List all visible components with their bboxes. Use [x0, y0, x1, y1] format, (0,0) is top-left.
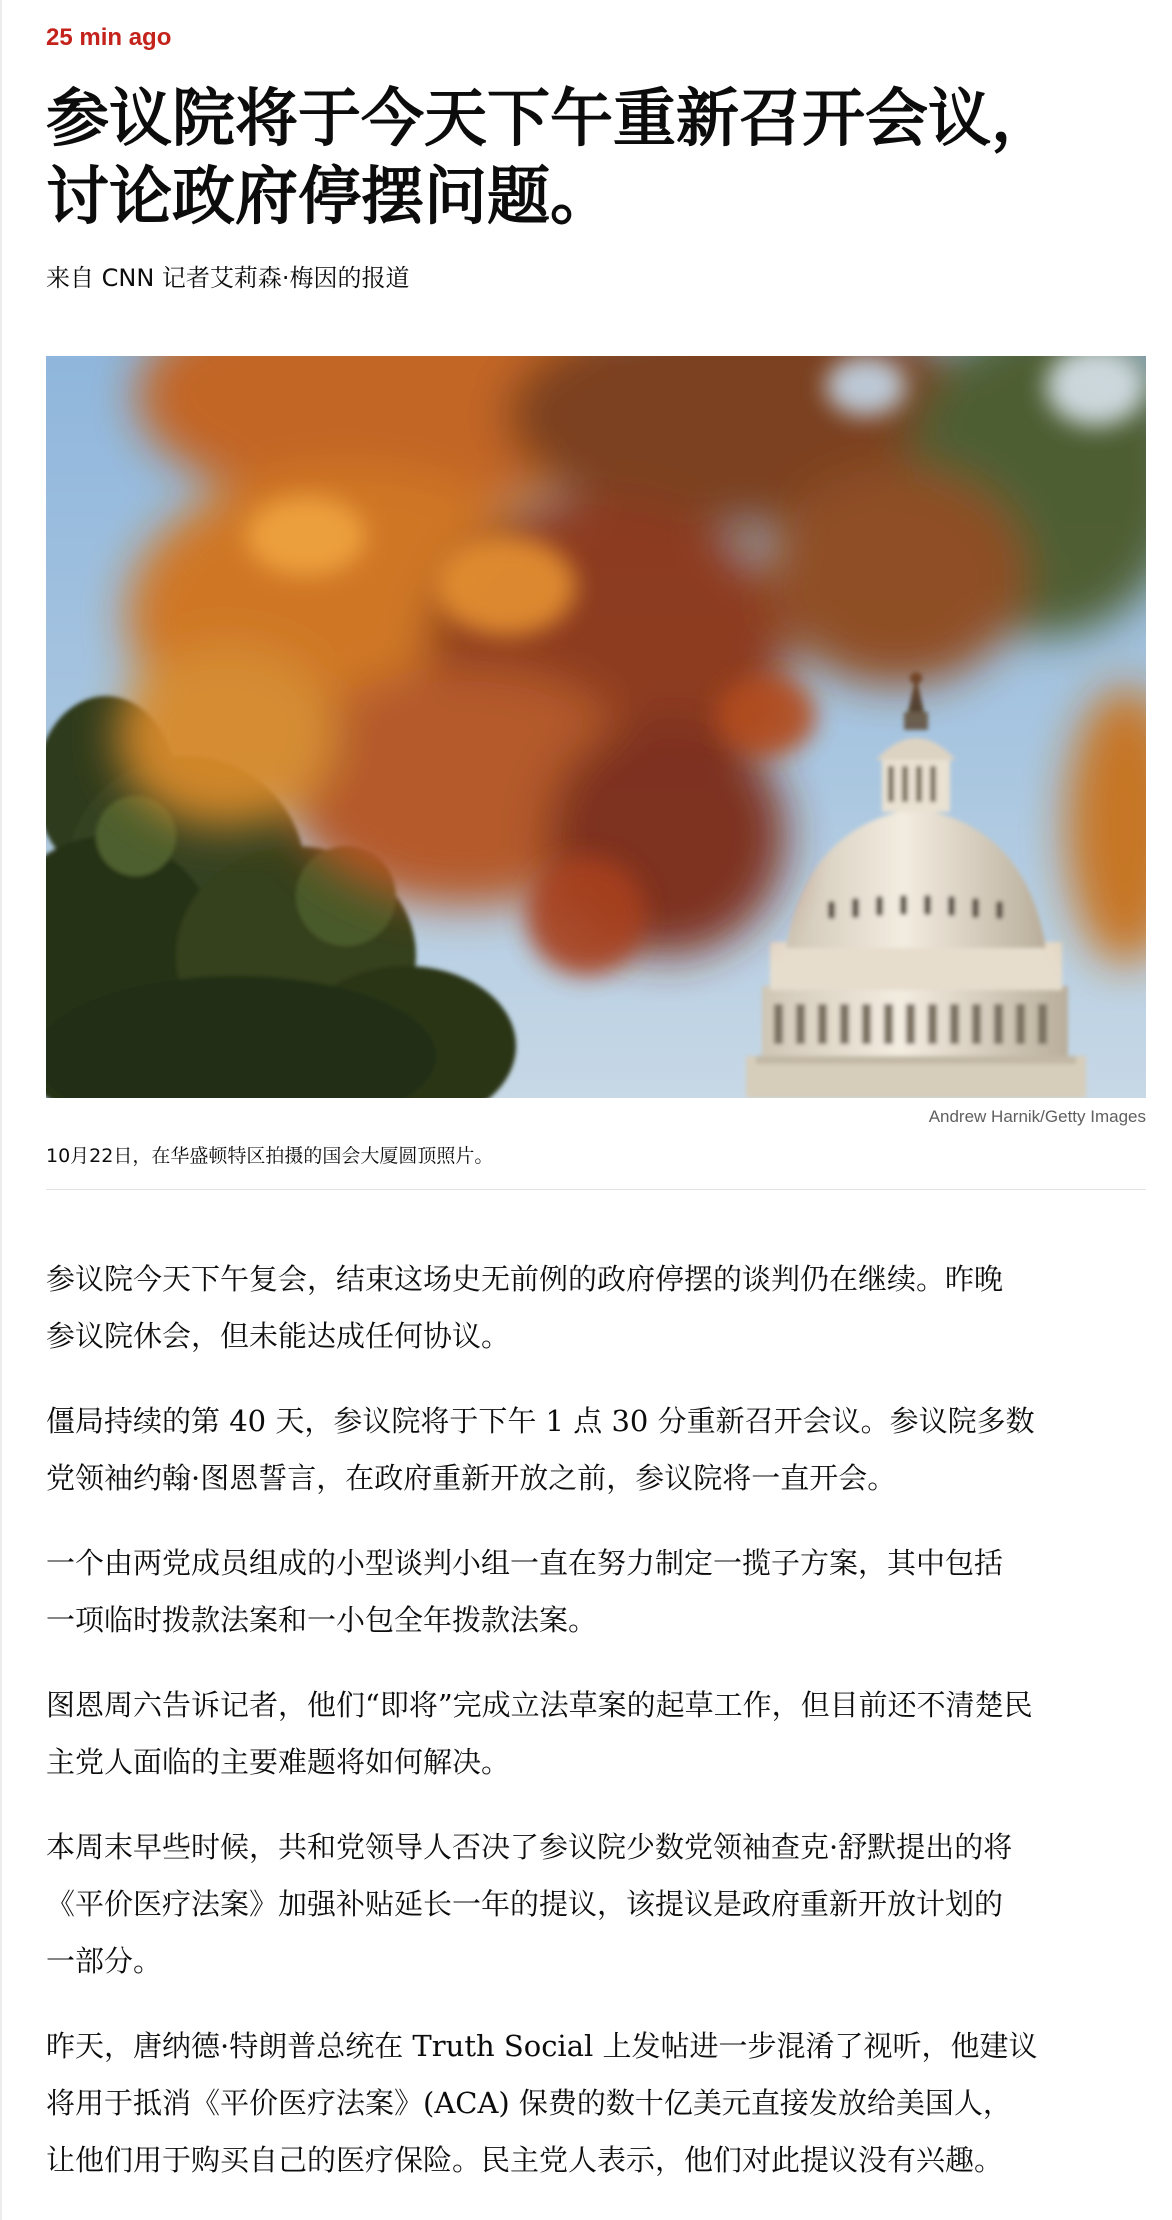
- page-left-border: [0, 0, 2, 2220]
- paragraph-line: 参议院休会，但未能达成任何协议。: [46, 1319, 511, 1353]
- paragraph-line: 一项临时拨款法案和一小包全年拨款法案。: [46, 1603, 598, 1637]
- capitol-dome-photo: [46, 356, 1146, 1098]
- byline: 来自 CNN 记者艾莉森·梅因的报道: [46, 264, 410, 292]
- paragraph-line: 参议院今天下午复会，结束这场史无前例的政府停摆的谈判仍在继续。昨晚: [46, 1262, 1004, 1296]
- paragraph: [46, 1393, 1146, 1507]
- headline-line: 参议院将于今天下午重新召开会议，: [46, 82, 1054, 155]
- paragraph-line: 《平价医疗法案》加强补贴延长一年的提议，该提议是政府重新开放计划的: [46, 1887, 1004, 1921]
- paragraph-line: 将用于抵消《平价医疗法案》(ACA) 保费的数十亿美元直接发放给美国人，: [46, 2086, 1012, 2120]
- paragraph-line: 图恩周六告诉记者，他们“即将”完成立法草案的起草工作，但目前还不清楚民: [46, 1688, 1033, 1722]
- article-body: [46, 1251, 1146, 2217]
- headline: [46, 80, 1146, 236]
- paragraph: [46, 1819, 1146, 1990]
- paragraph: [46, 2018, 1146, 2189]
- paragraph-line: 本周末早些时候，共和党领导人否决了参议院少数党领袖查克·舒默提出的将: [46, 1830, 1013, 1864]
- hero-image[interactable]: [46, 356, 1146, 1098]
- image-credit: Andrew Harnik/Getty Images: [928, 1107, 1146, 1126]
- paragraph: [46, 1535, 1146, 1649]
- paragraph-line: 党领袖约翰·图恩誓言，在政府重新开放之前，参议院将一直开会。: [46, 1461, 897, 1495]
- headline-line: 讨论政府停摆问题。: [46, 160, 613, 233]
- image-caption: 10月22日，在华盛顿特区拍摄的国会大厦圆顶照片。: [46, 1145, 494, 1167]
- divider: [46, 1189, 1146, 1190]
- timestamp: 25 min ago: [46, 24, 172, 51]
- paragraph-line: 昨天，唐纳德·特朗普总统在 Truth Social 上发帖进一步混淆了视听，他建议: [46, 2029, 1038, 2063]
- paragraph: [46, 1251, 1146, 1365]
- paragraph: [46, 1677, 1146, 1791]
- paragraph-line: 僵局持续的第 40 天，参议院将于下午 1 点 30 分重新召开会议。参议院多数: [46, 1404, 1035, 1438]
- paragraph-line: 一个由两党成员组成的小型谈判小组一直在努力制定一揽子方案，其中包括: [46, 1546, 1004, 1580]
- paragraph-line: 主党人面临的主要难题将如何解决。: [46, 1745, 511, 1779]
- paragraph-line: 让他们用于购买自己的医疗保险。民主党人表示，他们对此提议没有兴趣。: [46, 2143, 1004, 2177]
- paragraph-line: 一部分。: [46, 1944, 163, 1978]
